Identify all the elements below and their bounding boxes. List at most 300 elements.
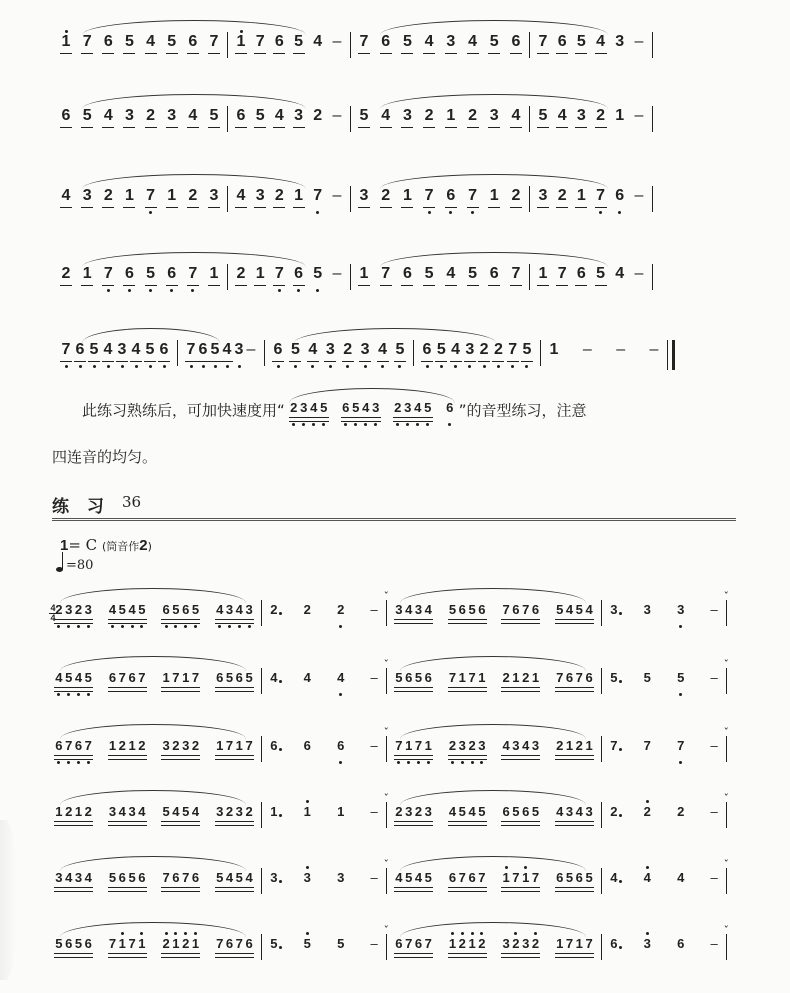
bottom-row [50,924,736,964]
instruction-paragraph [52,398,742,468]
note: 4 [615,265,625,282]
sixteenth-group [501,868,540,898]
top-row [56,106,738,136]
note: 5 [209,340,221,370]
instruction-text-after: ”的音型练习，注意 [458,401,587,420]
note: 7 [531,868,541,898]
note: 3 [116,340,128,370]
breath-mark: ˇ [723,726,729,739]
key-text: = C [68,536,98,554]
dash-note: – [370,670,378,685]
measure [265,726,389,766]
note: 2 [102,186,114,216]
sixteenth-group [448,868,487,898]
note: 6 [74,340,86,370]
note: 4 [510,106,522,136]
note: 5 [457,802,467,832]
note: 5 [575,32,587,62]
note: 4 [313,33,323,50]
note: 7 [574,668,584,698]
note: 6 [234,668,244,698]
note: 2 [244,802,254,832]
time-signature-top: 4 [50,603,56,613]
note: 4 [303,670,311,685]
note: 4 [556,106,568,136]
note: 4 [423,32,435,62]
note: 5 [404,868,414,898]
note: 3 [358,186,370,216]
note: 6 [187,32,199,62]
note: 4 [448,802,458,832]
note: 7 [127,934,137,964]
note: 3 [337,870,345,885]
note: 3 [404,802,414,832]
bottom-row [50,726,736,766]
measure [605,858,729,898]
top-row [56,32,738,62]
note: 2 [117,736,127,766]
barline [601,600,602,626]
note-group [358,186,522,216]
note: 6 [380,32,392,62]
note: 4 [108,600,118,630]
breath-mark: ˇ [383,590,389,603]
breath-mark: ˇ [383,792,389,805]
note: 5 [137,600,147,630]
note: 1 [488,186,500,216]
note: 6 [531,600,541,630]
sixteenth-group [215,736,254,766]
note: 1 [302,802,312,832]
note: 2 [187,186,199,216]
note: 4 [501,736,511,766]
note: 5 [521,340,533,370]
note: 2 [64,802,74,832]
note: 7 [565,934,575,964]
note: 3 [108,802,118,832]
note: 2 [467,106,479,136]
note: 5 [225,668,235,698]
slur-arc [400,588,586,603]
measure [544,340,664,370]
note-group [185,340,257,370]
key-signature [60,536,152,554]
note: 5 [537,106,549,136]
dash-note: – [332,33,342,50]
note: 7 [64,736,74,766]
note: 4 [269,668,279,698]
note: 7 [273,264,285,294]
barline [601,736,602,762]
note-group [548,340,660,370]
sixteenth-group [555,868,594,898]
note: 5 [144,340,156,370]
note: 1 [117,934,127,964]
note: 6 [235,106,247,136]
note: 2 [54,600,64,630]
note: 1 [448,934,458,964]
bottom-row [50,658,736,698]
note-group [235,106,343,136]
note: 7 [556,264,568,294]
measure [605,726,729,766]
note: 5 [467,264,479,294]
barline [264,340,265,366]
quarter-note-icon [56,567,63,572]
note: 7 [521,600,531,630]
tempo-marking [56,558,93,573]
barline [652,106,653,132]
note: 1 [584,736,594,766]
breath-mark: ˇ [383,726,389,739]
note: 3 [74,868,84,898]
note: 5 [423,868,433,898]
sixteenth-group [108,868,147,898]
note: 1 [423,736,433,766]
note: 7 [394,736,404,766]
note: 6 [83,934,93,964]
note: 2 [60,264,72,294]
note: 3 [81,186,93,216]
note: 7 [181,868,191,898]
note: 3 [233,340,245,370]
sustain-group [609,868,719,898]
measure [265,858,389,898]
note: 6 [501,802,511,832]
note: 2 [414,802,424,832]
sixteenth-group [448,668,487,698]
sustain-group [609,668,719,698]
note: 1 [615,107,625,124]
sixteenth-group [501,736,540,766]
note: 1 [549,341,559,358]
note: 5 [584,868,594,898]
note: 2 [336,600,346,630]
note: 6 [269,736,279,766]
note: 5 [531,802,541,832]
note: 4 [102,106,114,136]
sixteenth-group [555,600,594,630]
note-group [537,264,645,294]
note: 3 [477,736,487,766]
exercise-title: 练 习 [52,497,110,517]
note: 1 [358,264,370,294]
note: 1 [521,868,531,898]
note: 1 [127,736,137,766]
sustain-group [269,868,379,898]
dash-note: – [710,936,718,951]
note-group [537,32,645,62]
note: 6 [565,668,575,698]
dash-note: – [582,341,592,358]
note-group [537,186,645,216]
measure [390,600,598,630]
note: 5 [54,934,64,964]
barline [601,934,602,960]
note: 5 [595,264,607,294]
sixteenth-group [161,934,200,964]
sixteenth-group [215,868,254,898]
measure [50,802,258,832]
note: 1 [234,736,244,766]
note: 5 [435,340,447,370]
note: 7 [215,934,225,964]
exercise-number: 36 [122,493,142,511]
note: 4 [60,186,72,216]
note: 7 [609,736,619,766]
note: 1 [555,934,565,964]
dash-note: – [332,265,342,282]
barline [350,32,351,58]
barline [386,736,387,762]
note: 2 [556,186,568,216]
note: 2 [531,934,541,964]
sixteenth-group [394,600,433,630]
slur-arc [60,656,246,671]
note: 1 [208,264,220,294]
note: 2 [492,340,504,370]
note: 7 [555,668,565,698]
sixteenth-group [215,802,254,832]
note: 5 [88,340,100,370]
sixteenth-group [555,668,594,698]
note: 6 [394,934,404,964]
pattern-slur [289,388,455,403]
sixteenth-group [394,736,433,766]
barline [177,340,178,366]
note: 4 [54,668,64,698]
sixteenth-group [448,802,487,832]
note: 6 [158,340,170,370]
sixteenth-group [215,600,254,630]
note: 5 [145,264,157,294]
note: 4 [336,668,346,698]
note: 4 [609,868,619,898]
note: 7 [477,868,487,898]
note: 3 [464,340,476,370]
note: 6 [117,868,127,898]
bottom-row [50,792,736,832]
note: 6 [336,736,346,766]
slur-arc [400,656,586,671]
note: 4 [235,186,247,216]
note: 6 [273,32,285,62]
note: 5 [358,106,370,136]
dash-note: – [370,870,378,885]
note: 7 [234,934,244,964]
sixteenth-group [394,802,433,832]
top-row [56,340,738,370]
note: 7 [81,32,93,62]
note: 7 [457,868,467,898]
note: 2 [457,934,467,964]
sustain-group [609,600,719,630]
note: 6 [448,868,458,898]
measure [265,658,389,698]
measure [265,792,389,832]
breath-mark: ˇ [383,924,389,937]
measure [354,186,526,216]
note: 5 [166,32,178,62]
sixteenth-group [501,934,540,964]
measure [265,590,389,630]
barline [350,264,351,290]
barline [726,802,727,828]
sixteenth-group [501,668,540,698]
time-signature-bottom: 4 [50,613,56,623]
barline [726,868,727,894]
note: 2 [145,106,157,136]
measure [390,668,598,698]
note: 7 [467,668,477,698]
note: 2 [467,736,477,766]
pattern-note: 5 [351,398,361,424]
note: 3 [423,802,433,832]
note: 6 [272,340,284,370]
note: 1 [445,106,457,136]
note-group [60,264,220,294]
note: 6 [171,868,181,898]
note: 3 [642,934,652,964]
dash-note: – [634,187,644,204]
sixteenth-group [394,668,433,698]
note: 1 [137,934,147,964]
barline [386,600,387,626]
note: 3 [123,106,135,136]
note: 4 [414,868,424,898]
dash-note: – [649,341,659,358]
note: 3 [501,934,511,964]
note: 2 [677,804,685,819]
barline [350,106,351,132]
top-row [56,264,738,294]
note: 1 [477,668,487,698]
key-note: (筒音作 [101,540,140,553]
note: 7 [584,934,594,964]
note: 5 [423,264,435,294]
barline [261,802,262,828]
note: 6 [54,736,64,766]
note: 2 [478,340,490,370]
note: 1 [215,736,225,766]
note: 6 [423,668,433,698]
note: 2 [595,106,607,136]
sustain-group [269,934,379,964]
barline [386,668,387,694]
note: 1 [293,186,305,216]
note: 2 [521,668,531,698]
note-group [235,186,343,216]
note: 6 [161,600,171,630]
note: 2 [448,736,458,766]
slur-arc [400,856,586,871]
note: 2 [225,802,235,832]
note: 5 [401,32,413,62]
note: 4 [450,340,462,370]
note-group [60,340,170,370]
note: 2 [269,600,279,630]
note: 7 [117,668,127,698]
sixteenth-group [108,934,147,964]
barline [726,934,727,960]
note: 3 [394,600,404,630]
note: 7 [254,32,266,62]
sixteenth-group [448,600,487,630]
note: 2 [394,802,404,832]
barline [261,868,262,894]
note: 1 [565,736,575,766]
measure [605,658,729,698]
note: 1 [191,934,201,964]
sixteenth-group [555,934,594,964]
note: 7 [83,736,93,766]
note: 1 [235,32,247,62]
note: 3 [83,600,93,630]
barline [386,934,387,960]
note: 4 [225,868,235,898]
sixteenth-group [108,802,147,832]
note: 6 [225,934,235,964]
note: 7 [137,668,147,698]
sixteenth-group [394,934,433,964]
note: 5 [293,32,305,62]
note-group [60,106,220,136]
note: 5 [234,868,244,898]
note: 5 [467,600,477,630]
barline [726,736,727,762]
note: 7 [244,736,254,766]
measure [354,264,526,294]
note: 4 [380,106,392,136]
sixteenth-group [161,868,200,898]
note: 2 [313,107,323,124]
note-group [421,340,533,370]
note-group [60,32,220,62]
note: 6 [127,668,137,698]
note: 3 [615,33,625,50]
note: 7 [358,32,370,62]
sixteenth-group [161,736,200,766]
sustain-group [269,668,379,698]
note: 7 [511,868,521,898]
note: 7 [145,186,157,216]
note: 2 [555,736,565,766]
sustain-group [269,802,379,832]
note: 5 [81,106,93,136]
note: 5 [123,32,135,62]
note: 6 [574,868,584,898]
note: 5 [208,106,220,136]
note-group [235,264,343,294]
note: 6 [521,802,531,832]
bottom-row [50,590,736,630]
note: 3 [181,736,191,766]
barline [601,668,602,694]
note: 6 [401,264,413,294]
note: 2 [423,106,435,136]
note: 3 [537,186,549,216]
note: 5 [161,802,171,832]
dash-note: – [634,107,644,124]
note: 3 [676,600,686,630]
note: 7 [423,934,433,964]
note: 5 [574,600,584,630]
sixteenth-group [54,736,93,766]
barline [413,340,414,366]
note: 2 [609,802,619,832]
note: 5 [302,934,312,964]
measure [56,264,224,294]
